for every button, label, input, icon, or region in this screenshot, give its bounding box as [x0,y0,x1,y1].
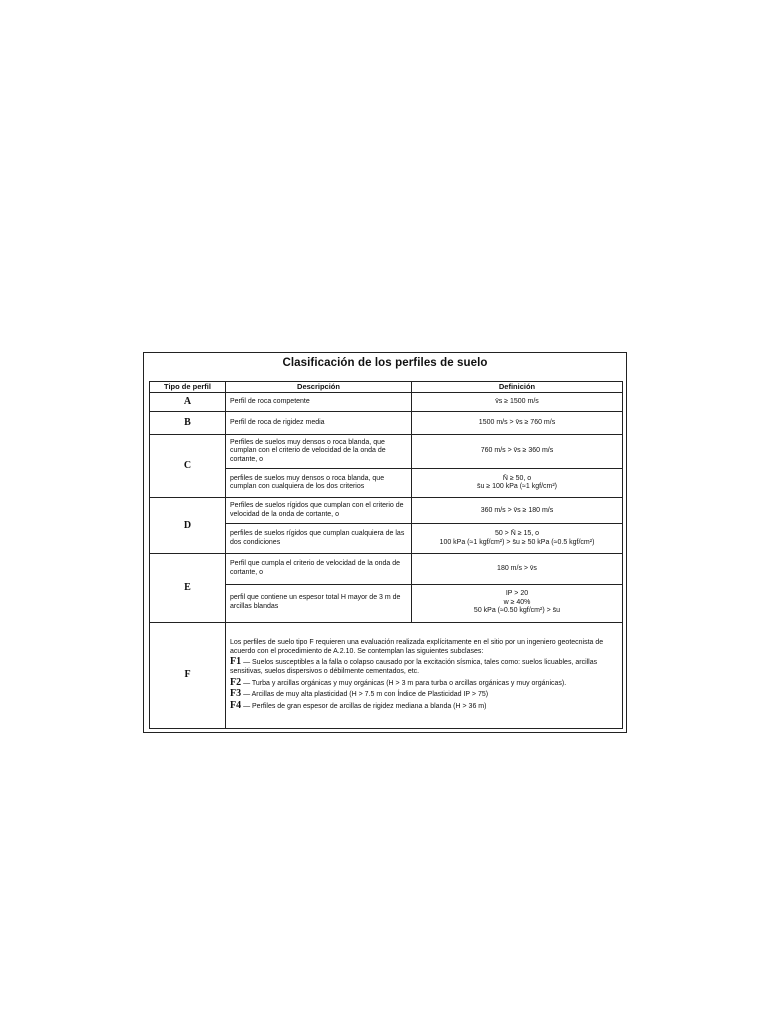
type-e: E [150,554,226,622]
f3-text: — Arcillas de muy alta plasticidad (H > 7.5 m con Índice de Plasticidad IP > 75) [243,691,489,699]
def-d-1: 360 m/s > v̄s ≥ 180 m/s [412,498,623,524]
desc-d-1: Perfiles de suelos rígidos que cumplan con el criterio de velocidad de la onda de cortante, o [226,498,412,524]
f4-tag: F4 [230,699,242,711]
desc-a: Perfil de roca competente [226,393,412,412]
soil-profile-table-frame [143,352,627,733]
def-e-2c: 50 kPa (≈0.50 kgf/cm²) > s̄u [473,607,561,615]
type-b: B [150,412,226,435]
def-d-2 [412,524,623,554]
f3-tag: F3 [230,688,242,700]
type-d: D [150,498,226,554]
f2-line [230,676,618,689]
desc-f-intro: Los perfiles de suelo tipo F requieren una evaluación realizada explícitamente en el sitio por un ingeniero geotecnista de acuerdo con el procedimiento de A.2.10. Se contemplan las siguientes subclases: [230,639,604,655]
def-e-2 [412,584,623,622]
f1-tag: F1 [230,656,242,668]
def-e-2a: IP > 20 [505,590,529,598]
row-a [150,393,623,412]
desc-b: Perfil de roca de rigidez media [226,412,412,435]
desc-e-2: perfil que contiene un espesor total H mayor de 3 m de arcillas blandas [226,584,412,622]
def-d-2a: 50 > N̄ ≥ 15, o [494,530,540,538]
desc-d-2: perfiles de suelos rígidos que cumplan cualquiera de las dos condiciones [226,524,412,554]
header-definition: Definición [412,382,623,393]
def-c-1: 760 m/s > v̄s ≥ 360 m/s [412,435,623,469]
def-b: 1500 m/s > v̄s ≥ 760 m/s [412,412,623,435]
f4-text: — Perfiles de gran espesor de arcillas de rigidez mediana a blanda (H > 36 m) [243,702,487,710]
row-c-1 [150,435,623,469]
type-c: C [150,435,226,498]
f4-line [230,699,618,712]
f2-tag: F2 [230,676,242,688]
def-e-1: 180 m/s > v̄s [412,554,623,584]
type-f: F [150,622,226,728]
desc-e-1: Perfil que cumpla el criterio de velocidad de la onda de cortante, o [226,554,412,584]
f1-line [230,658,618,676]
def-c-2 [412,469,623,498]
header-description: Descripción [226,382,412,393]
def-e-2b: w ≥ 40% [503,598,531,606]
row-d-1 [150,498,623,524]
row-b [150,412,623,435]
f3-line [230,690,618,700]
header-type: Tipo de perfil [150,382,226,393]
soil-profile-table [149,381,623,729]
f1-text: — Suelos susceptibles a la falla o colapso causado por la excitación sísmica, tales como: suelos licuables, arcillas sensitivas, suelos dispersivos o débilmente cementados, etc. [230,659,598,676]
row-f [150,622,623,728]
row-e-1 [150,554,623,584]
desc-c-2: perfiles de suelos muy densos o roca blanda, que cumplan con cualquiera de los dos criterios [226,469,412,498]
type-a: A [150,393,226,412]
def-c-2b: s̄u ≥ 100 kPa (≈1 kgf/cm²) [476,483,558,491]
desc-f [226,622,623,728]
f2-text: — Turba y arcillas orgánicas y muy orgánicas (H > 3 m para turba o arcillas orgánicas y muy orgánicas). [243,679,567,687]
def-a: v̄s ≥ 1500 m/s [412,393,623,412]
header-row [150,382,623,393]
table-title: Clasificación de los perfiles de suelo [282,357,488,369]
def-c-2a: N̄ ≥ 50, o [502,474,532,482]
desc-c-1: Perfiles de suelos muy densos o roca blanda, que cumplan con el criterio de velocidad de la onda de cortante, o [226,435,412,469]
def-d-2b: 100 kPa (≈1 kgf/cm²) > s̄u ≥ 50 kPa (≈0.5 kgf/cm²) [439,538,595,546]
